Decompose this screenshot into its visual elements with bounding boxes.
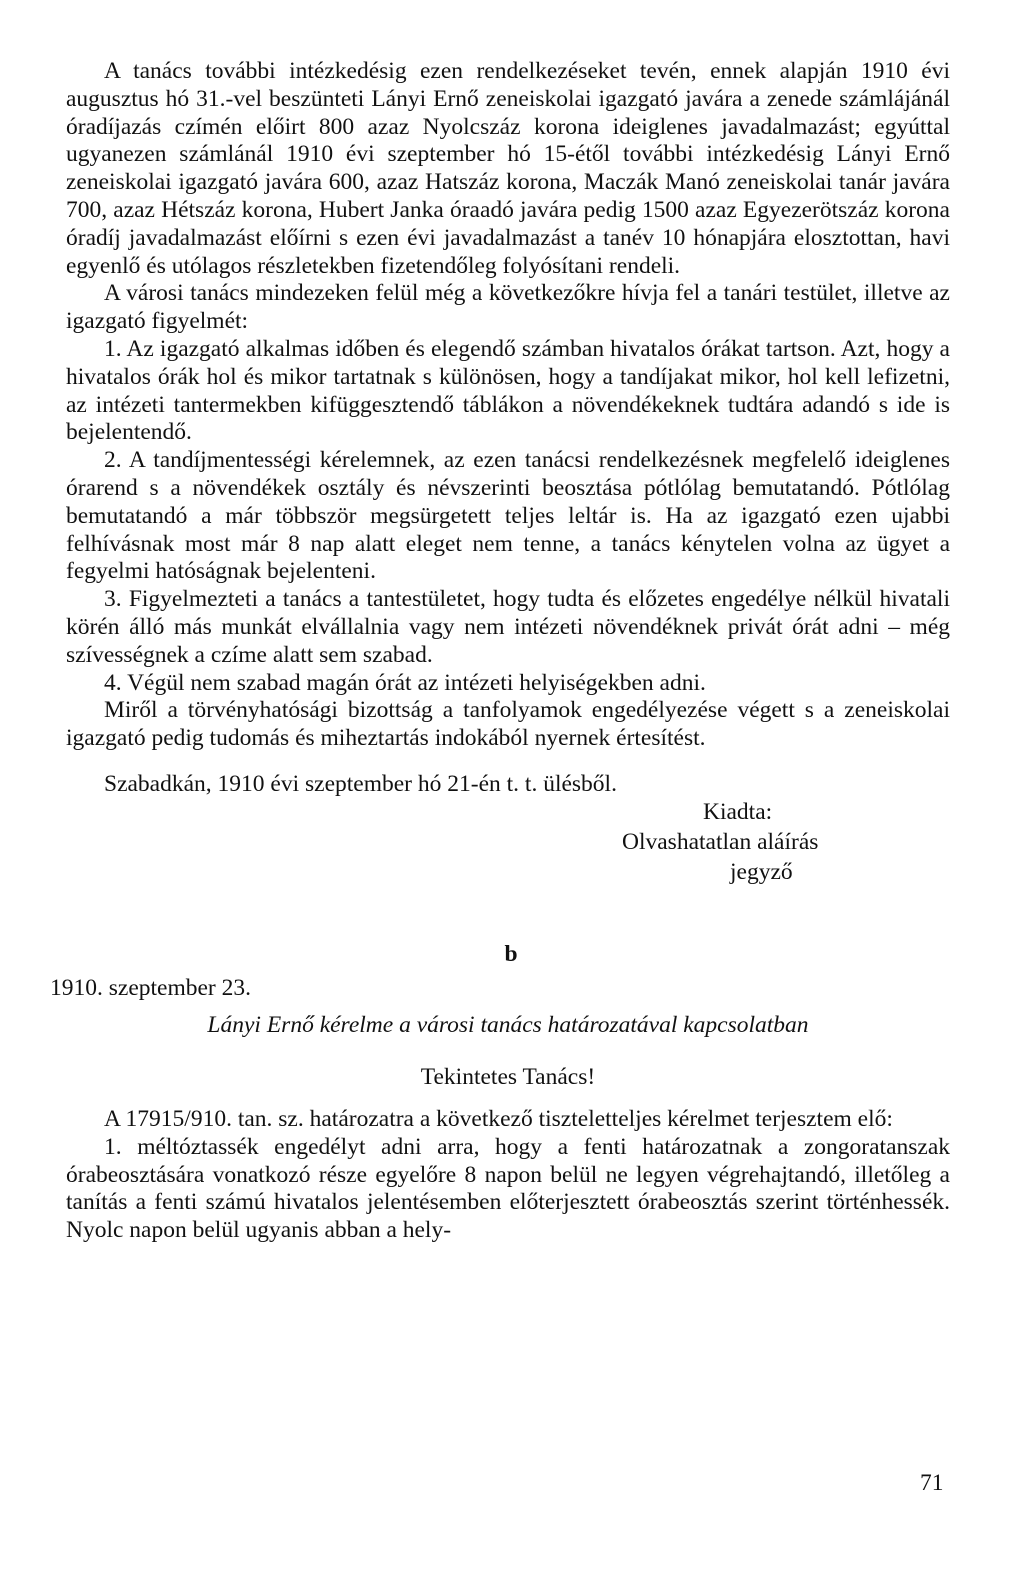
salutation: Tekintetes Tanács! [420,1064,596,1091]
page-number: 71 [920,1470,944,1496]
section-letter: b [504,940,518,967]
signature-issued: Kiadta: [703,798,773,825]
paragraph-notification: Miről a törvényhatósági bizottság a tanfolyamok engedélyezése végett s a zeneiskolai igazgató pedig tudomás és miheztartás indokából nyernek értesítést. [66,697,950,752]
document-page [50,58,950,1245]
place-date: Szabadkán, 1910 évi szeptember hó 21-én t. t. ülésből. [104,770,617,797]
paragraph-request-1: 1. méltóztassék engedélyt adni arra, hogy a fenti határozatnak a zongoratanszak órabeosztására vonatkozó része egyelőre 8 napon belül ne legyen végrehajtandó, illetőleg a tanítás a fenti számú hivatalos jelentésemben előterjesztett órabeosztás szerint történhessék. Nyolc napon belül ugyanis abban a hely- [66,1133,950,1244]
paragraph-request-intro: A 17915/910. tan. sz. határozatra a következő tiszteletteljes kérelmet terjesztem elő: [104,1105,893,1132]
paragraph-item-4: 4. Végül nem szabad magán órát az intézeti helyiségekben adni. [104,669,706,696]
paragraph-item-1: 1. Az igazgató alkalmas időben és elegendő számban hivatalos órákat tartson. Azt, hogy a hivatalos órák hol és mikor tartatnak s különösen, hogy a tandíjakat mikor, hol kell lefizetni, az intézeti tantermekben kifüggesztendő táblákon a növendékeknek tudtára adandó s ide is bejelentendő. [66,335,950,446]
signature-name: Olvashatatlan aláírás [622,828,819,855]
document-date: 1910. szeptember 23. [50,974,252,1001]
document-title: Lányi Ernő kérelme a városi tanács határozatával kapcsolatban [207,1012,809,1039]
signature-block [66,799,950,889]
paragraph-item-3: 3. Figyelmezteti a tanács a tantestületet, hogy tudta és előzetes engedélye nélkül hivatali körén álló más munkát elvállalnia vagy nem intézeti növendéknek privát órát adni – még szívességnek a czíme alatt sem szabad. [66,586,950,668]
paragraph-council-calls: A városi tanács mindezeken felül még a következőkre hívja fel a tanári testület, illetve az igazgató figyelmét: [66,280,950,335]
signature-role: jegyző [730,858,793,885]
paragraph-council-decision: A tanács további intézkedésig ezen rendelkezéseket tevén, ennek alapján 1910 évi augusztus hó 31.-vel beszünteti Lányi Ernő zeneiskolai igazgató javára a zenede számlájánál óradíjazás czímén előirt 800 azaz Nyolcszáz korona ideiglenes javadalmazást; egyúttal ugyanezen számlánál 1910 évi szeptember hó 15-étől további intézkedésig Lányi Ernő zeneiskolai igazgató javára 600, azaz Hatszáz korona, Maczák Manó zeneiskolai tanár javára 700, azaz Hétszáz korona, Hubert Janka óraadó javára pedig 1500 azaz Egyezerötszáz korona óradíj javadalmazást előírni s ezen évi javadalmazást a tanév 10 hónapjára elosztottan, havi egyenlő és utólagos részletekben fizetendőleg folyósítani rendeli. [66,58,950,279]
paragraph-item-2: 2. A tandíjmentességi kérelemnek, az ezen tanácsi rendelkezésnek megfelelő ideiglenes órarend s a növendékek osztály és névszerinti beosztása pótlólag bemutatandó. Pótlólag bemutatandó a már többször megsürgetett teljes leltár is. Ha az igazgató ezen ujabbi felhívásnak most már 8 nap alatt eleget nem tenne, a tanács kénytelen volna az ügyet a fegyelmi hatóságnak bejelenteni. [66,447,950,585]
